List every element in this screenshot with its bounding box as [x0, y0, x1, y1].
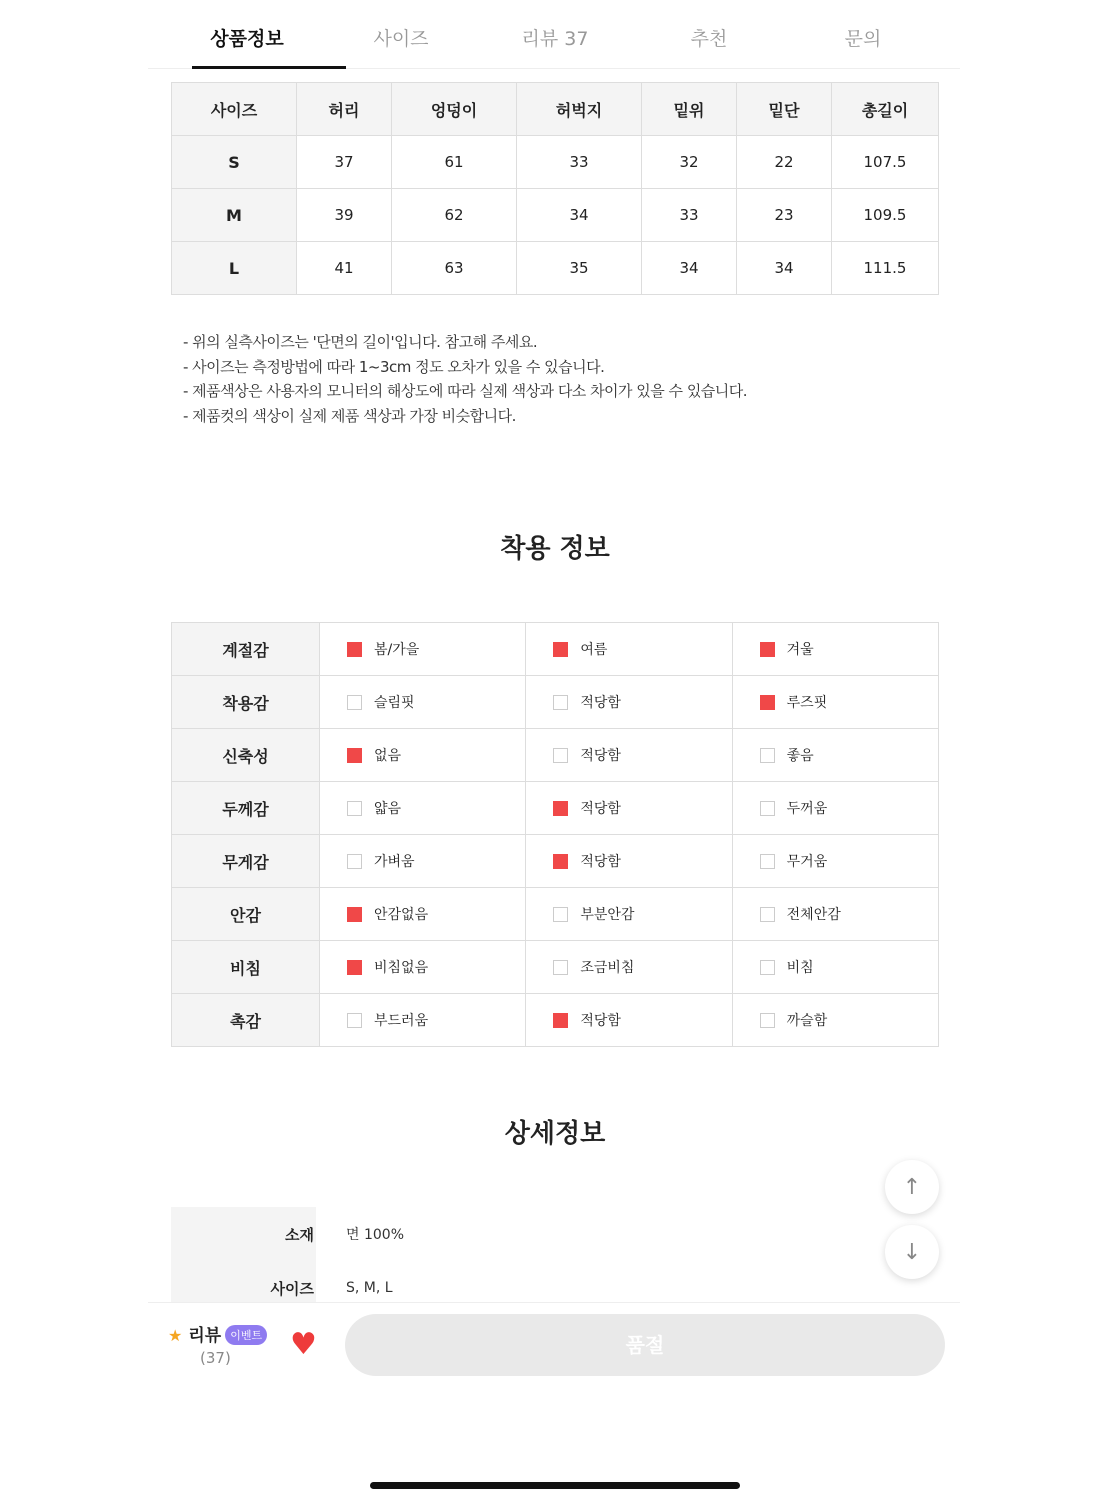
checked-box-icon [760, 695, 775, 710]
fit-option-label: 여름 [580, 642, 608, 658]
detail-label: 소재 [171, 1207, 316, 1261]
bottom-bar [148, 1302, 960, 1383]
fit-option-label: 전체안감 [786, 907, 841, 923]
fit-info-title: 착용 정보 [500, 534, 610, 564]
fit-row-label: 착용감 [172, 676, 320, 729]
size-cell: 23 [737, 189, 832, 242]
review-count: (37) [200, 1349, 231, 1367]
fit-option [732, 729, 938, 782]
table-row [172, 189, 939, 242]
fit-option-label: 안감없음 [374, 907, 429, 923]
unchecked-box-icon [553, 695, 568, 710]
fit-option [526, 782, 732, 835]
size-header: 사이즈 [172, 83, 297, 136]
fit-row-label: 비침 [172, 941, 320, 994]
fit-row [172, 994, 939, 1047]
checked-box-icon [553, 854, 568, 869]
fit-option [526, 888, 732, 941]
tab-product-info[interactable]: 상품정보 [170, 0, 324, 68]
size-cell: 39 [297, 189, 392, 242]
fit-option [320, 835, 526, 888]
tab-recommend[interactable]: 추천 [690, 28, 728, 50]
fit-option [732, 676, 938, 729]
unchecked-box-icon [347, 854, 362, 869]
checked-box-icon [347, 907, 362, 922]
arrow-up-icon: ↑ [902, 1174, 922, 1200]
size-notes [183, 330, 747, 428]
tab-size[interactable]: 사이즈 [373, 28, 429, 50]
checked-box-icon [553, 801, 568, 816]
fit-option-label: 적당함 [580, 854, 621, 870]
fit-option [526, 835, 732, 888]
note-line: - 위의 실측사이즈는 '단면의 길이'입니다. 참고해 주세요. [183, 333, 538, 351]
size-cell: 41 [297, 242, 392, 295]
fit-option-label: 루즈핏 [786, 695, 828, 711]
fit-row [172, 782, 939, 835]
fit-row [172, 729, 939, 782]
fit-option [526, 994, 732, 1047]
note-line: - 사이즈는 측정방법에 따라 1~3cm 정도 오차가 있을 수 있습니다. [183, 357, 605, 376]
fit-option [320, 994, 526, 1047]
detail-info-title: 상세정보 [504, 1119, 606, 1149]
size-header: 허리 [297, 83, 392, 136]
fit-table [171, 622, 939, 1047]
table-row [172, 136, 939, 189]
size-table [171, 82, 939, 295]
star-icon: ★ [168, 1326, 183, 1345]
size-cell: 33 [642, 189, 737, 242]
unchecked-box-icon [760, 748, 775, 763]
unchecked-box-icon [553, 748, 568, 763]
unchecked-box-icon [347, 695, 362, 710]
fit-option [320, 941, 526, 994]
fit-option-label: 겨울 [786, 642, 814, 658]
unchecked-box-icon [760, 1013, 775, 1028]
note-line: - 제품색상은 사용자의 모니터의 해상도에 따라 실제 색상과 다소 차이가 있을 수 있습니다. [183, 382, 748, 400]
size-header: 밑위 [642, 83, 737, 136]
fit-option [320, 729, 526, 782]
size-header: 총길이 [832, 83, 939, 136]
tab-bar [148, 0, 960, 69]
fit-option-label: 두꺼움 [786, 801, 828, 817]
fit-option [320, 676, 526, 729]
fit-option [732, 782, 938, 835]
size-header: 밑단 [737, 83, 832, 136]
checked-box-icon [553, 642, 568, 657]
size-cell: 63 [392, 242, 517, 295]
checked-box-icon [553, 1013, 568, 1028]
fit-option [320, 888, 526, 941]
fit-option [526, 729, 732, 782]
size-cell: S [172, 136, 297, 189]
fit-option [732, 623, 938, 676]
checked-box-icon [760, 642, 775, 657]
fit-option-label: 없음 [374, 748, 402, 764]
fit-row-label: 계절감 [172, 623, 320, 676]
fit-option-label: 비침 [786, 960, 814, 976]
fit-option-label: 부드러움 [374, 1013, 429, 1029]
unchecked-box-icon [760, 801, 775, 816]
fit-option-label: 적당함 [580, 801, 621, 817]
unchecked-box-icon [760, 854, 775, 869]
soldout-button[interactable]: 품절 [345, 1314, 945, 1376]
checked-box-icon [347, 748, 362, 763]
size-header: 엉덩이 [392, 83, 517, 136]
review-link[interactable] [168, 1321, 267, 1346]
fit-row [172, 888, 939, 941]
detail-label: 사이즈 [171, 1261, 316, 1315]
detail-value: 면 100% [346, 1227, 404, 1243]
fit-option [732, 994, 938, 1047]
review-label: 리뷰 [188, 1326, 222, 1346]
size-cell: L [172, 242, 297, 295]
fit-row-label: 두께감 [172, 782, 320, 835]
size-cell: 109.5 [832, 189, 939, 242]
fit-option-label: 슬림핏 [374, 695, 415, 711]
size-cell: 32 [642, 136, 737, 189]
fit-option-label: 까슬함 [786, 1013, 828, 1029]
fit-option [526, 676, 732, 729]
size-cell: 35 [517, 242, 642, 295]
size-cell: 107.5 [832, 136, 939, 189]
unchecked-box-icon [347, 801, 362, 816]
scroll-up-button[interactable] [885, 1160, 939, 1214]
arrow-down-icon: ↓ [902, 1239, 922, 1265]
unchecked-box-icon [347, 1013, 362, 1028]
fit-option-label: 적당함 [580, 748, 621, 764]
fit-row [172, 941, 939, 994]
fit-row [172, 623, 939, 676]
size-cell: 37 [297, 136, 392, 189]
event-badge: 이벤트 [225, 1325, 267, 1345]
size-cell: 61 [392, 136, 517, 189]
fit-option-label: 조금비침 [580, 960, 635, 976]
home-indicator [370, 1482, 740, 1489]
unchecked-box-icon [760, 960, 775, 975]
unchecked-box-icon [553, 960, 568, 975]
tab-reviews[interactable]: 리뷰 37 [521, 28, 589, 50]
checked-box-icon [347, 642, 362, 657]
checked-box-icon [347, 960, 362, 975]
fit-option [320, 782, 526, 835]
unchecked-box-icon [760, 907, 775, 922]
fit-option-label: 적당함 [580, 1013, 621, 1029]
detail-value: S, M, L [346, 1280, 393, 1296]
detail-info [171, 1207, 939, 1315]
size-cell: 34 [642, 242, 737, 295]
fit-option [320, 623, 526, 676]
fit-row [172, 835, 939, 888]
size-cell: 34 [517, 189, 642, 242]
fit-option [732, 941, 938, 994]
fit-option [526, 941, 732, 994]
size-cell: 33 [517, 136, 642, 189]
size-cell: 62 [392, 189, 517, 242]
fit-option [526, 623, 732, 676]
fit-option-label: 비침없음 [374, 960, 429, 976]
detail-row-material [171, 1207, 939, 1261]
table-row [172, 242, 939, 295]
tab-inquiry[interactable]: 문의 [844, 28, 882, 50]
fit-row [172, 676, 939, 729]
fit-option-label: 좋음 [786, 748, 814, 764]
fit-option-label: 가벼움 [374, 854, 415, 870]
fit-option [732, 888, 938, 941]
fit-row-label: 신축성 [172, 729, 320, 782]
fit-row-label: 안감 [172, 888, 320, 941]
fit-row-label: 무게감 [172, 835, 320, 888]
note-line: - 제품컷의 색상이 실제 제품 색상과 가장 비슷합니다. [183, 406, 516, 425]
size-cell: 34 [737, 242, 832, 295]
size-cell: M [172, 189, 297, 242]
fit-option-label: 부분안감 [580, 907, 635, 923]
fit-option-label: 적당함 [580, 695, 621, 711]
scroll-down-button[interactable] [885, 1225, 939, 1279]
wishlist-heart-icon[interactable]: ♥ [290, 1327, 317, 1362]
unchecked-box-icon [553, 907, 568, 922]
size-cell: 22 [737, 136, 832, 189]
size-cell: 111.5 [832, 242, 939, 295]
fit-row-label: 촉감 [172, 994, 320, 1047]
fit-option-label: 얇음 [374, 801, 402, 817]
size-header: 허벅지 [517, 83, 642, 136]
fit-option-label: 봄/가을 [374, 642, 420, 658]
fit-option [732, 835, 938, 888]
fit-option-label: 무거움 [786, 854, 828, 870]
